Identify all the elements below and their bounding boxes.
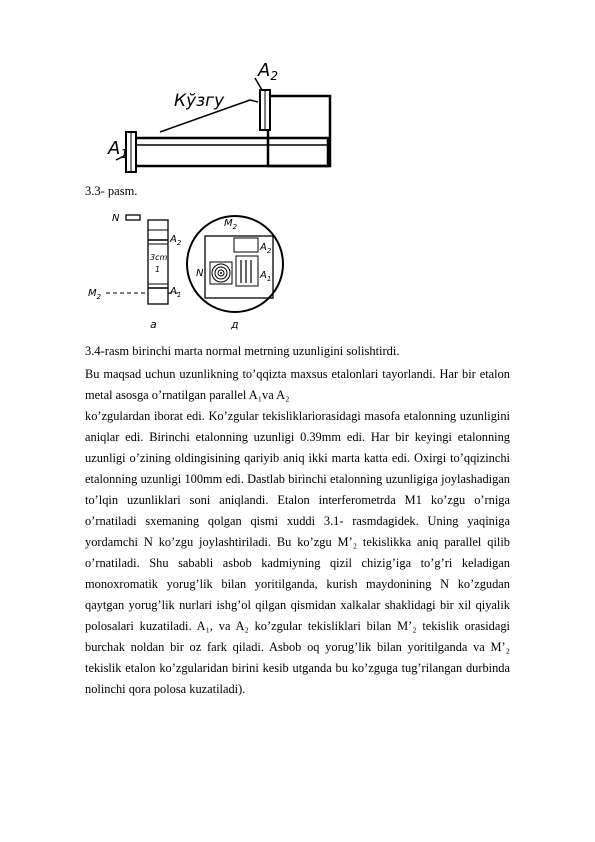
figure-3-3-caption: 3.3- pasm. (85, 184, 138, 198)
fig1-label-a2: $A_2$ (258, 60, 278, 83)
fig2-part-b-label: д (231, 318, 239, 331)
fig2-bar-number: 1 (155, 265, 161, 274)
figure-3-4-drawing (88, 208, 288, 332)
figure-3-3-drawing (100, 60, 340, 180)
fig2-label-a2-right: $A_2$ (260, 242, 272, 255)
fig2-label-n-left: N (112, 213, 120, 224)
figure-3-4-caption: 3.4-rasm birinchi marta normal metrning uzunligini solishtirdi. (85, 344, 400, 358)
fig2-label-m2-right: $M_2$ (224, 218, 238, 231)
paragraph-1: Bu maqsad uchun uzunlikning to’qqizta maxsus etalonlari tayorlandi. Har bir etalon metal asosga o’rnatilgan parallel A₁va A₂ (85, 367, 510, 402)
fig2-label-a1-right: $A_1$ (260, 270, 272, 283)
figure-3-3 (100, 60, 340, 180)
fig2-label-a1-left: $A_1$ (170, 286, 182, 299)
fig2-label-m2-left: $M_2$ (88, 288, 102, 301)
paragraph-2: ko’zgulardan iborat edi. Ko’zgular tekisliklariorasidagi masofa etalonning uzunligini aniqlar edi. Birinchi etalonning uzunligi 0.39mm edi. Har bir keyingi etalonning uzunligi o’zining oldingisining qariyib aniq ikki marta katta edi. Oxirgi to’qqizinchi etalonning uzunligi 100mm edi. Dastlab birinchi etalonning uzunligiga joylashadigan to’lqin uzunliklari soni aniqlandi. Etalon interferometrda M1 ko’zgu o’rniga o’rnatiladi sxemaning qolgan qismi xuddi 3.1- rasmdagidek. Uning yaqiniga yordamchi N ko’zgu joylashtiriladi. Bu ko’zgu M’₂ tekislikka aniq parallel qilib o’rnatiladi. Shu sababli asbob kadmiyning qizil chizig’iga to’g’ri keladigan monoxromatik yorug’lik bilan yoritilganda, kurish maydonining N ko’zgudan qaytgan yorug’lik nurlari ishg’ol qilgan qismidan xalkalar shaklidagi bir xil qiyalik polosalari kuzatiladi. A₁, va A₂ ko’zgular tekisliklari bilan M’₂ tekislik orasidagi burchak noldan bir oz fark qiladi. Asbob oq yorug’lik bilan yoritilganda va M’₂ tekislik etalon ko’zgularidan birini kesib utganda bu ko’zguga tug’rilangan durbinda nolinchi qora polosa kuzatiladi). (85, 409, 510, 696)
fig1-label-mirror: Кўзгу (174, 91, 225, 111)
fig2-bar-length: 3cm (150, 253, 168, 262)
fig1-label-a1: $A_1$ (108, 138, 128, 161)
fig2-part-a-label: a (150, 318, 157, 331)
fig2-label-n-right: N (196, 268, 204, 279)
body-text (85, 364, 510, 700)
figure-3-4 (88, 208, 288, 332)
fig2-label-a2-left: $A_2$ (170, 234, 182, 247)
